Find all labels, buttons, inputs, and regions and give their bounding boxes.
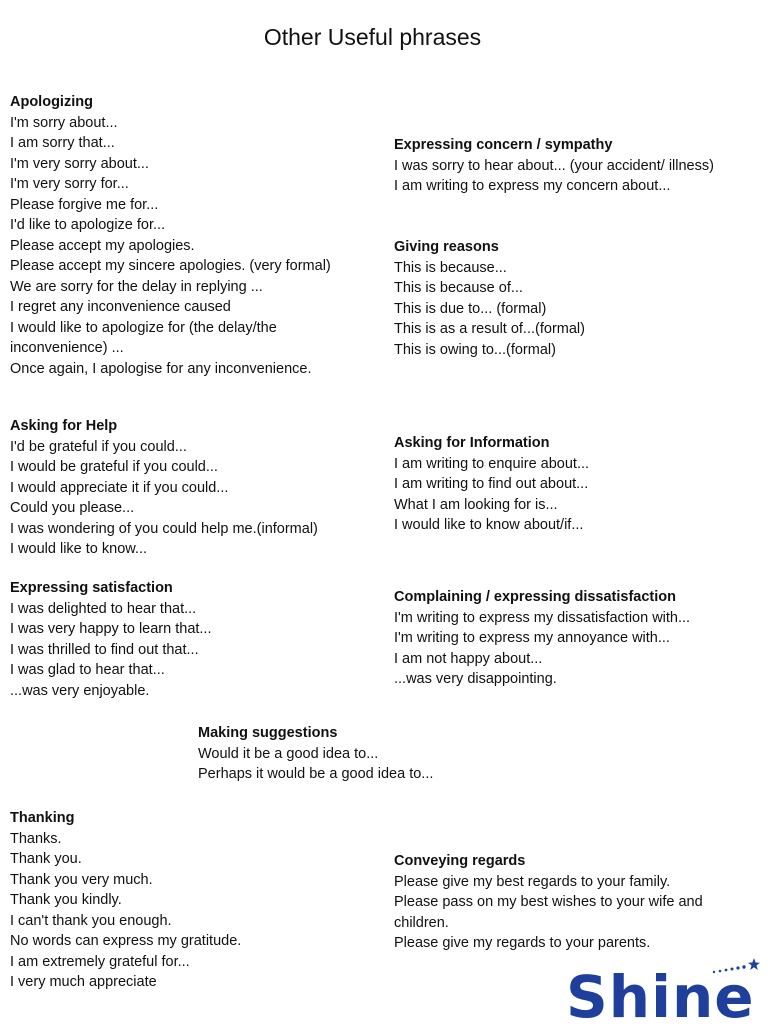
section-apologizing — [10, 92, 370, 379]
phrase-item: I was sorry to hear about... (your accident/ illness) — [394, 157, 714, 174]
phrase-item: I'm very sorry for... — [10, 176, 129, 192]
phrase-item: Please pass on my best wishes to your wife and children. — [394, 894, 703, 931]
phrase-item: I would like to know... — [10, 541, 148, 557]
section-heading: Conveying regards — [394, 853, 526, 869]
phrase-item: I would appreciate it if you could... — [10, 479, 229, 496]
section-giving-reasons — [394, 237, 764, 360]
section-heading: Thanking — [10, 810, 75, 826]
phrase-list — [394, 872, 739, 954]
phrase-list — [10, 599, 370, 702]
phrase-item: Thanks. — [10, 830, 62, 847]
section-thanking — [10, 808, 370, 993]
phrase-item: Please give my best regards to your family. — [394, 873, 671, 890]
section-asking-for-information — [394, 433, 764, 536]
phrase-item: I'm sorry about... — [10, 114, 118, 131]
phrase-item: This is because... — [394, 259, 507, 276]
phrase-item: This is owing to...(formal) — [394, 341, 556, 358]
phrase-item: I'm very sorry about... — [10, 155, 149, 172]
phrase-item: I was delighted to hear that... — [10, 600, 197, 617]
phrase-item: I was wondering of you could help me.(informal) — [10, 520, 318, 537]
phrase-list — [198, 744, 598, 785]
phrase-item: Please forgive me for... — [10, 196, 159, 213]
phrase-item: Would it be a good idea to... — [198, 745, 379, 762]
phrase-list — [394, 156, 764, 197]
phrase-item: Could you please... — [10, 500, 135, 516]
phrase-item: This is because of... — [394, 280, 523, 296]
shine-logo — [562, 962, 762, 1031]
phrase-list — [394, 258, 764, 361]
section-heading: Asking for Help — [10, 418, 118, 434]
section-expressing-satisfaction — [10, 578, 370, 701]
phrase-list — [394, 608, 764, 690]
phrase-item: I'm writing to express my annoyance with... — [394, 630, 670, 646]
section-heading: Expressing concern / sympathy — [394, 137, 613, 153]
phrase-item: Thank you. — [10, 851, 82, 867]
phrase-item: I'd like to apologize for... — [10, 217, 166, 233]
phrase-item: I would be grateful if you could... — [10, 459, 218, 475]
phrase-item: I would like to know about/if... — [394, 517, 584, 533]
phrase-item: I would like to apologize for (the delay/the inconvenience) ... — [10, 319, 277, 356]
section-heading: Giving reasons — [394, 239, 499, 255]
phrase-item: Please give my regards to your parents. — [394, 935, 651, 951]
section-making-suggestions — [198, 723, 598, 785]
phrase-item: ...was very disappointing. — [394, 671, 557, 687]
phrase-item: Thank you very much. — [10, 871, 153, 888]
section-heading: Complaining / expressing dissatisfaction — [394, 589, 677, 605]
phrase-item: I am writing to express my concern about... — [394, 178, 671, 194]
phrase-item: I am sorry that... — [10, 135, 115, 151]
phrase-item: I was very happy to learn that... — [10, 621, 212, 637]
section-conveying-regards — [394, 851, 739, 954]
phrase-item: I'm writing to express my dissatisfaction with... — [394, 609, 691, 626]
phrase-item: This is due to... (formal) — [394, 300, 547, 317]
phrase-item: Please accept my sincere apologies. (very formal) — [10, 258, 331, 274]
phrase-item: I am extremely grateful for... — [10, 953, 190, 970]
phrase-item: Thank you kindly. — [10, 892, 122, 908]
logo-text: Shine — [566, 963, 755, 1031]
phrase-item: Perhaps it would be a good idea to... — [198, 766, 434, 782]
phrase-list — [10, 437, 370, 560]
phrase-item: What I am looking for is... — [394, 496, 558, 513]
phrase-item: I am not happy about... — [394, 650, 543, 667]
section-complaining — [394, 587, 764, 690]
phrase-list — [10, 829, 370, 993]
section-heading: Asking for Information — [394, 435, 550, 451]
section-expressing-concern — [394, 135, 764, 197]
section-asking-for-help — [10, 416, 370, 560]
phrase-item: I very much appreciate — [10, 974, 157, 990]
phrase-item: I am writing to enquire about... — [394, 455, 590, 472]
section-heading: Apologizing — [10, 94, 93, 110]
phrase-item: We are sorry for the delay in replying ... — [10, 278, 263, 295]
phrase-item: I am writing to find out about... — [394, 476, 589, 492]
phrase-item: I'd be grateful if you could... — [10, 438, 187, 455]
phrase-item: This is as a result of...(formal) — [394, 321, 585, 337]
phrase-item: I was thrilled to find out that... — [10, 641, 199, 658]
phrase-list — [10, 113, 370, 380]
phrase-item: Please accept my apologies. — [10, 237, 195, 254]
section-heading: Expressing satisfaction — [10, 580, 173, 596]
phrase-item: ...was very enjoyable. — [10, 682, 150, 699]
section-heading: Making suggestions — [198, 725, 338, 741]
phrase-item: I regret any inconvenience caused — [10, 299, 231, 315]
phrase-item: Once again, I apologise for any inconvenience. — [10, 360, 312, 377]
page-title: Other Useful phrases — [263, 24, 482, 50]
phrase-item: I was glad to hear that... — [10, 662, 165, 678]
phrase-list — [394, 454, 764, 536]
phrase-item: No words can express my gratitude. — [10, 933, 242, 949]
phrase-item: I can't thank you enough. — [10, 912, 172, 929]
